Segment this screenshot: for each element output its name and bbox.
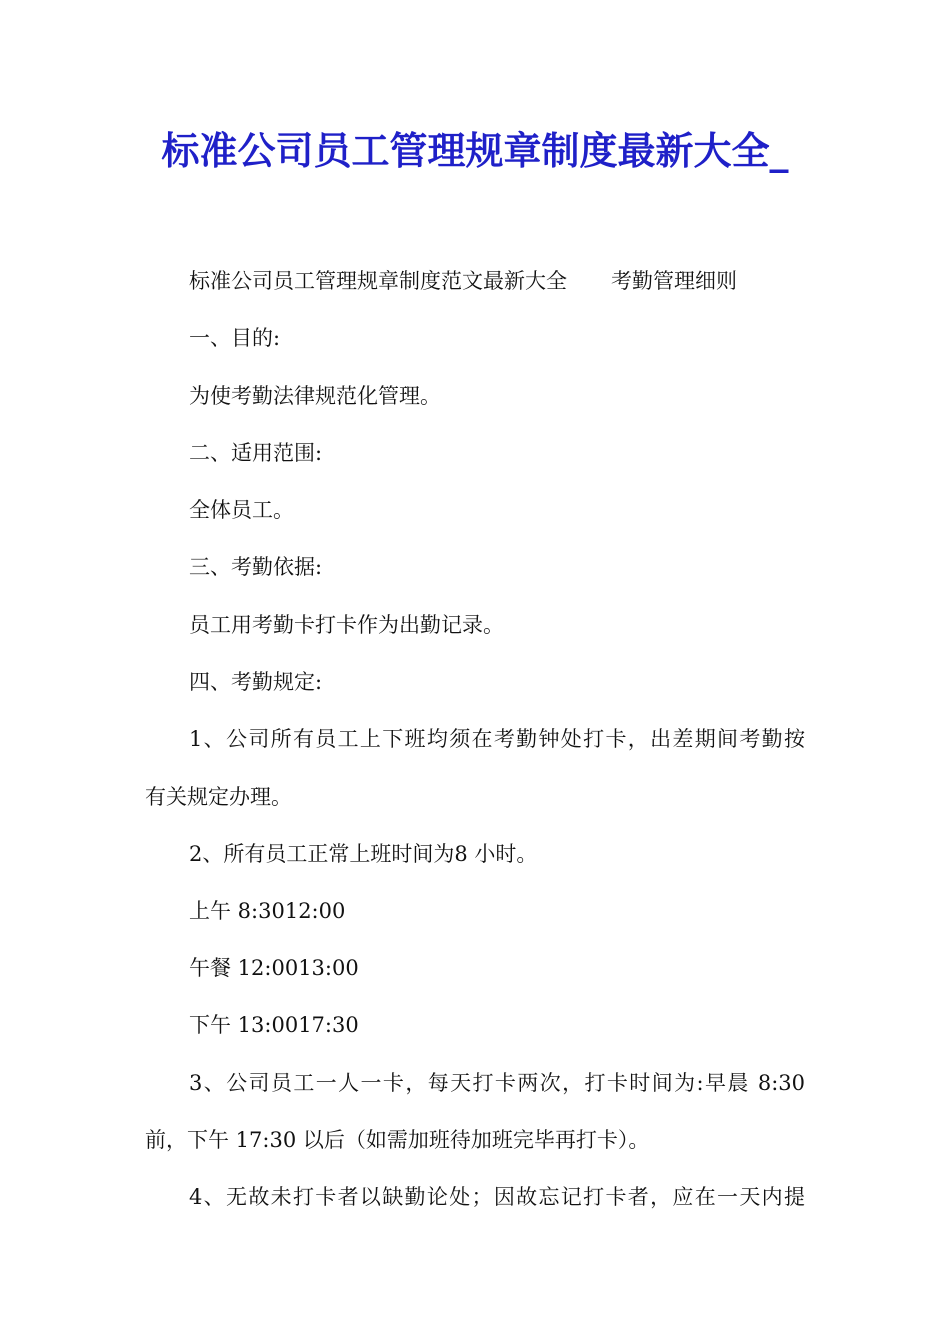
paragraph: 为使考勤法律规范化管理。: [189, 384, 441, 408]
paragraph: 三、考勤依据:: [189, 555, 323, 579]
paragraph: 员工用考勤卡打卡作为出勤记录。: [189, 613, 504, 637]
subtitle-line: [189, 266, 805, 296]
paragraph: 午餐 12:0013:00: [189, 956, 359, 980]
paragraph: 二、适用范围:: [189, 441, 323, 465]
paragraph: 3、公司员工一人一卡，每天打卡两次，打卡时间为:早晨 8:30: [189, 1071, 805, 1095]
paragraph: 四、考勤规定:: [189, 670, 323, 694]
paragraph: 前，下午 17:30 以后（如需加班待加班完毕再打卡）。: [145, 1128, 650, 1152]
paragraph: 上午 8:3012:00: [189, 899, 346, 923]
paragraph: 4、无故未打卡者以缺勤论处；因故忘记打卡者，应在一天内提: [189, 1185, 805, 1209]
paragraph: 1、公司所有员工上下班均须在考勤钟处打卡，出差期间考勤按: [189, 727, 805, 751]
document-title: 标准公司员工管理规章制度最新大全_: [161, 128, 789, 173]
paragraph: 有关规定办理。: [145, 785, 292, 809]
subtitle-left: 标准公司员工管理规章制度范文最新大全: [189, 269, 567, 293]
subtitle-right: 考勤管理细则: [611, 269, 737, 293]
paragraph: 下午 13:0017:30: [189, 1013, 359, 1037]
paragraph: 一、目的:: [189, 326, 281, 350]
paragraph: 全体员工。: [189, 498, 294, 522]
paragraph: 2、所有员工正常上班时间为8 小时。: [189, 842, 538, 866]
